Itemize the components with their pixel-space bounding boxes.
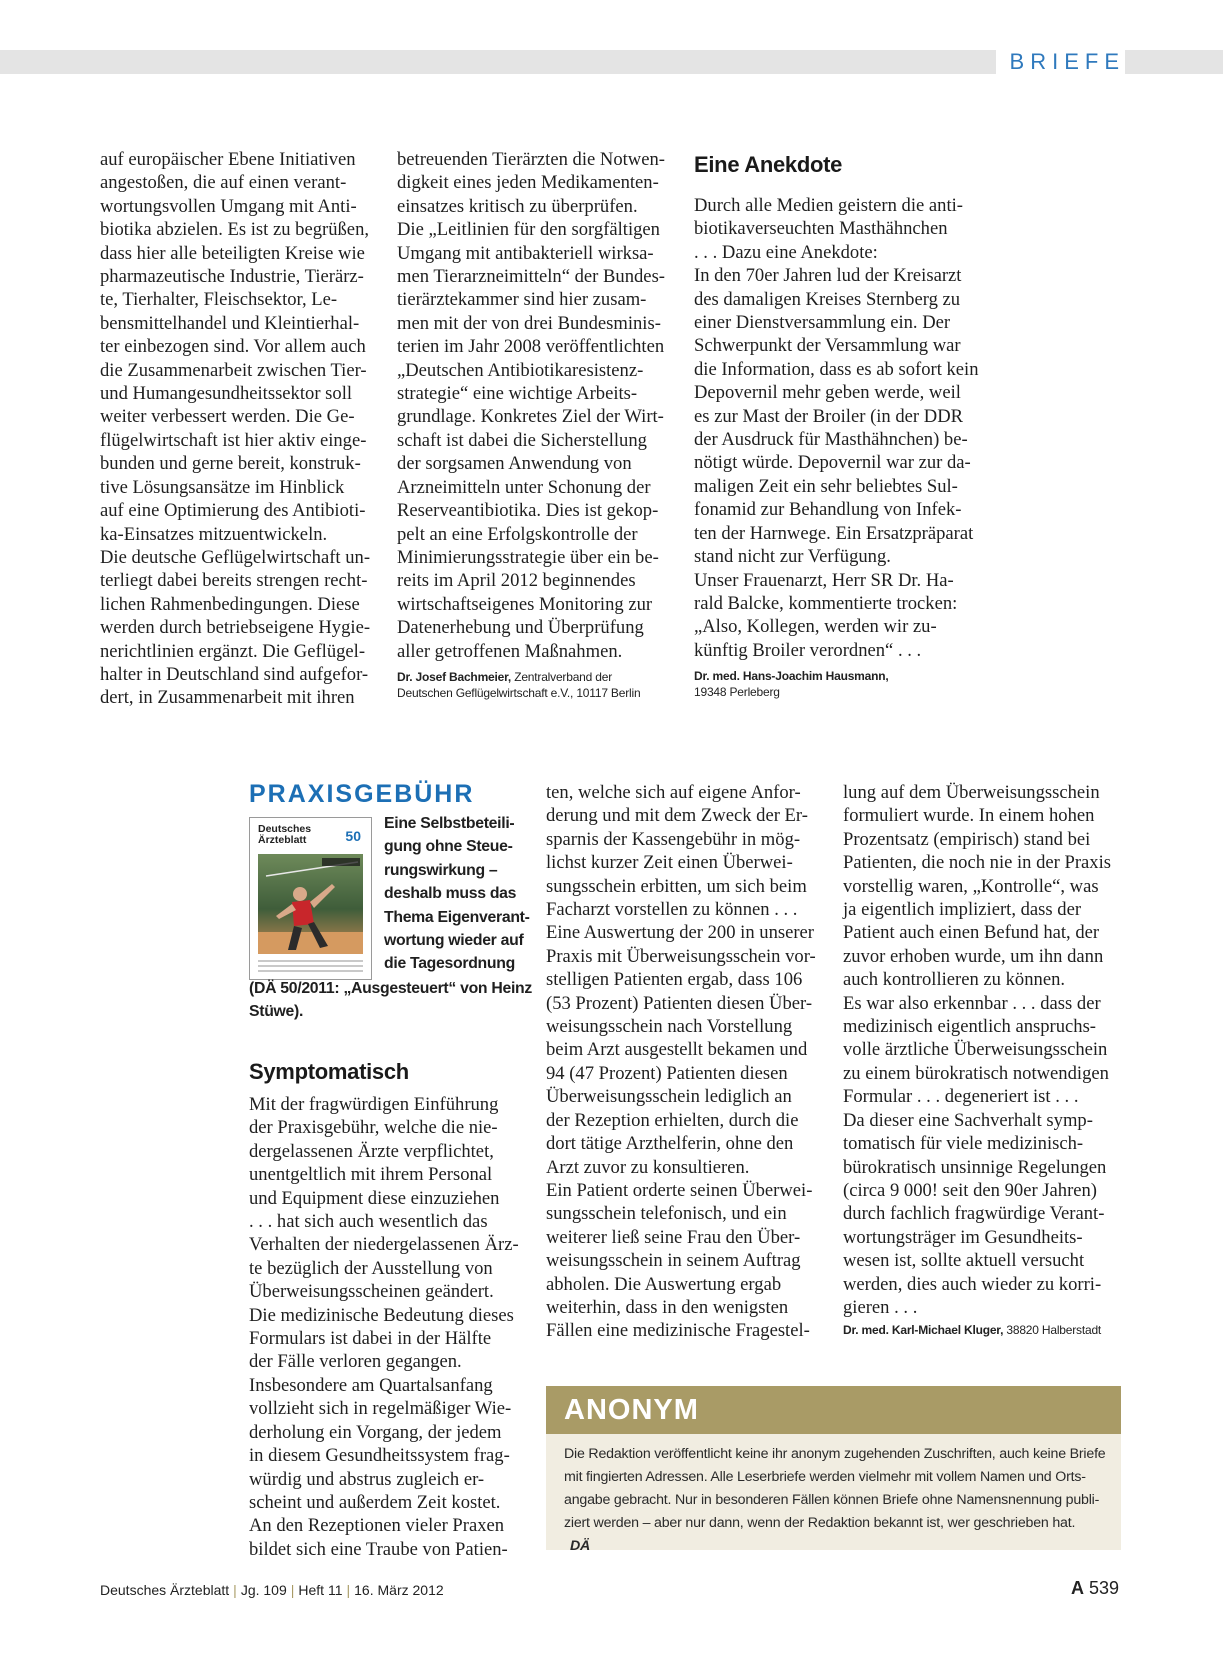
letter1-column1 — [100, 148, 380, 710]
text-line: es zur Mast der Broiler (in der DDR — [694, 405, 964, 427]
letter1-column2-text — [397, 148, 677, 663]
text-line: nötigt würde. Depovernil war zur da- — [694, 452, 971, 474]
text-line: abholen. Die Auswertung ergab — [546, 1273, 782, 1295]
teaser-line: Eine Selbstbeteili- — [384, 815, 515, 832]
text-line: ten, welche sich auf eigene Anfor- — [546, 782, 801, 803]
teaser-line: gung ohne Steue- — [384, 838, 513, 856]
text-line: bensmittelhandel und Kleintierhal- — [100, 312, 360, 334]
page-prefix: A — [1070, 1578, 1084, 1598]
anekdote-address: 19348 Perleberg — [694, 685, 780, 700]
text-line: Eine Auswertung der 200 in unserer — [546, 922, 814, 944]
text-line: des damaligen Kreises Sternberg zu — [694, 288, 961, 310]
text-line: tive Lösungsansätze im Hinblick — [100, 476, 345, 498]
text-line: vorstellig waren, „Kontrolle“, was — [843, 875, 1099, 897]
journal-cover-thumbnail — [249, 817, 372, 980]
text-line: der Ausdruck für Masthähnchen) be- — [694, 429, 968, 451]
letter1-affiliation: Zentralverband der — [511, 669, 612, 684]
page-footer — [100, 1582, 444, 1598]
page-number — [1071, 1578, 1119, 1599]
cover-brand-line2: Ärzteblatt — [258, 834, 307, 846]
text-line: dass hier alle beteiligten Kreise wie — [100, 242, 365, 264]
text-line: rald Balcke, kommentierte trocken: — [694, 592, 958, 614]
text-line: bürokratisch unsinnige Regelungen — [843, 1156, 1107, 1178]
text-line: (circa 9 000! seit den 90er Jahren) — [843, 1179, 1098, 1201]
praxis-column1-text — [249, 1093, 534, 1561]
text-line: „Deutschen Antibiotikaresistenz- — [397, 359, 644, 381]
text-line: einer Dienstversammlung ein. Der — [694, 312, 951, 334]
text-line: Arzt zuvor zu konsultieren. — [546, 1156, 750, 1178]
text-line: auch kontrollieren zu können. — [843, 969, 1066, 991]
text-line: ten der Harnwege. Ein Ersatzpräparat — [694, 522, 974, 544]
text-line: Die „Leitlinien für den sorgfältigen — [397, 219, 660, 241]
text-line: aller getroffenen Maßnahmen. — [397, 640, 623, 662]
text-line: Arzneimitteln unter Schonung der — [397, 476, 651, 498]
footer-separator: | — [233, 1582, 237, 1598]
text-line: der Fälle verloren gegangen. — [249, 1351, 462, 1373]
text-line: volle ärztliche Überweisungsschein — [843, 1039, 1108, 1061]
text-line: biotika abzielen. Es ist zu begrüßen, — [100, 219, 370, 241]
letter1-signature — [397, 669, 677, 701]
text-line: scheint und außerdem Zeit kostet. — [249, 1491, 501, 1513]
text-line: Formular . . . degeneriert ist . . . — [843, 1086, 1079, 1108]
text-line: . . . Dazu eine Anekdote: — [694, 241, 878, 263]
notice-line: mit fingierten Adressen. Alle Leserbriefe werden vielmehr mit vollem Namen und Orts- — [564, 1469, 1086, 1485]
text-line: pelt an eine Erfolgskontrolle der — [397, 523, 638, 545]
text-line: und Humangesundheitssektor soll — [100, 383, 353, 405]
text-line: sungsschein erbitten, um sich beim — [546, 875, 807, 897]
text-line: ter einbezogen sind. Vor allem auch — [100, 336, 366, 358]
cover-issue-number: 50 — [345, 828, 361, 844]
text-line: Schwerpunkt der Versammlung war — [694, 335, 961, 357]
teaser-line: wortung wieder auf — [384, 932, 524, 950]
praxis-letter-title: Symptomatisch — [249, 1059, 409, 1084]
text-line: Umgang mit antibakteriell wirksa- — [397, 242, 654, 264]
text-line: werden, dies auch wieder zu korri- — [843, 1273, 1102, 1295]
praxis-column2 — [546, 781, 831, 1343]
text-line: Die deutsche Geflügelwirtschaft un- — [100, 546, 371, 568]
text-line: angestoßen, die auf einen verant- — [100, 172, 347, 194]
text-line: der Rezeption erhielten, durch die — [546, 1109, 799, 1131]
text-line: lung auf dem Überweisungsschein — [843, 782, 1100, 803]
text-line: durch fachlich fragwürdige Verant- — [843, 1203, 1105, 1225]
praxis-author: Dr. med. Karl-Michael Kluger, — [843, 1323, 1004, 1338]
text-line: Es war also erkennbar . . . dass der — [843, 992, 1101, 1014]
praxis-address: 38820 Halberstadt — [1003, 1323, 1102, 1338]
text-line: stelligen Patienten ergab, dass 106 — [546, 969, 803, 991]
text-line: ka-Einsatzes mitzuentwickeln. — [100, 523, 328, 545]
text-line: der sorgsamen Anwendung von — [397, 453, 632, 475]
text-line: Überweisungsschein lediglich an — [546, 1086, 792, 1108]
text-line: (53 Prozent) Patienten diesen Über- — [546, 992, 813, 1014]
footer-journal: Deutsches Ärzteblatt — [100, 1582, 230, 1598]
text-line: fonamid zur Behandlung von Infek- — [694, 499, 962, 521]
text-line: schaft ist dabei die Sicherstellung — [397, 429, 647, 451]
teaser-line: (DÄ 50/2011: „Ausgesteuert“ von Heinz — [249, 980, 532, 997]
text-line: digkeit eines jeden Medikamenten- — [397, 172, 659, 194]
text-line: halter in Deutschland sind aufgefor- — [100, 663, 369, 685]
text-line: werden durch betriebseigene Hygie- — [100, 617, 371, 639]
text-line: Patient auch einen Befund hat, der — [843, 922, 1100, 944]
anonym-title: ANONYM — [546, 1386, 1121, 1434]
text-line: dert, in Zusammenarbeit mit ihren — [100, 687, 355, 709]
text-line: vollzieht sich in regelmäßiger Wie- — [249, 1398, 512, 1420]
cover-photo-javelin-thrower — [258, 854, 363, 954]
anekdote-signature — [694, 668, 994, 700]
text-line: men Tierarzneimitteln“ der Bundes- — [397, 266, 665, 288]
text-line: terliegt dabei bereits strengen recht- — [100, 570, 368, 592]
teaser-line: Stüwe). — [249, 1003, 304, 1021]
text-line: zuvor erhoben wurde, um ihn dann — [843, 945, 1104, 967]
section-label: BRIEFE — [996, 46, 1125, 78]
text-line: pharmazeutische Industrie, Tierärz- — [100, 266, 364, 288]
text-line: weisungsschein nach Vorstellung — [546, 1016, 793, 1038]
text-line: Praxis mit Überweisungsschein vor- — [546, 945, 816, 967]
text-line: medizinisch eigentlich anspruchs- — [843, 1016, 1097, 1038]
text-line: wortungsvollen Umgang mit Anti- — [100, 195, 357, 217]
anekdote-title: Eine Anekdote — [694, 152, 843, 177]
text-line: der Praxisgebühr, welche die nie- — [249, 1117, 498, 1139]
text-line: An den Rezeptionen vieler Praxen — [249, 1515, 505, 1537]
text-line: flügelwirtschaft ist hier aktiv einge- — [100, 429, 367, 451]
text-line: Depovernil mehr geben werde, weil — [694, 382, 961, 404]
text-line: auf eine Optimierung des Antibioti- — [100, 500, 366, 522]
text-line: tomatisch für viele medizinisch- — [843, 1133, 1084, 1155]
text-line: reits im April 2012 beginnendes — [397, 570, 636, 592]
anonym-tag: DÄ — [570, 1538, 591, 1554]
teaser-line: Thema Eigenverant- — [384, 908, 530, 926]
text-line: . . . hat sich auch wesentlich das — [249, 1211, 488, 1233]
footer-separator: | — [290, 1582, 295, 1598]
text-line: weiterer ließ seine Frau den Über- — [546, 1226, 801, 1248]
text-line: weiter verbessert werden. Die Ge- — [100, 406, 355, 428]
text-line: die Zusammenarbeit zwischen Tier- — [100, 359, 367, 381]
footer-separator: | — [346, 1582, 351, 1598]
anonym-lines — [564, 1443, 1105, 1535]
text-line: Die medizinische Bedeutung dieses — [249, 1304, 514, 1326]
anekdote-author: Dr. med. Hans-Joachim Hausmann, — [694, 669, 889, 684]
text-line: Formulars ist dabei in der Hälfte — [249, 1328, 492, 1350]
text-line: Insbesondere am Quartalsanfang — [249, 1374, 493, 1396]
teaser-line: rungswirkung – — [384, 861, 498, 879]
notice-line: ziert werden – aber nur dann, wenn der Redaktion bekannt ist, wer geschrieben hat. — [564, 1515, 1076, 1531]
text-line: te, Tierhalter, Fleischsektor, Le- — [100, 289, 338, 311]
praxis-column3 — [843, 781, 1133, 1338]
text-line: würdig und abstrus zugleich er- — [249, 1468, 485, 1490]
text-line: gieren . . . — [843, 1296, 918, 1318]
footer-date: 16. März 2012 — [354, 1582, 444, 1598]
text-line: Verhalten der niedergelassenen Ärz- — [249, 1234, 519, 1256]
text-line: grundlage. Konkretes Ziel der Wirt- — [397, 406, 664, 428]
text-line: die Information, dass es ab sofort kein — [694, 358, 979, 380]
text-line: sparnis der Kassengebühr in mög- — [546, 828, 801, 850]
text-line: derholung ein Vorgang, der jedem — [249, 1421, 502, 1443]
text-line: stand nicht zur Verfügung. — [694, 546, 891, 568]
text-line: bunden und gerne bereit, konstruk- — [100, 453, 361, 475]
praxis-column1 — [249, 1055, 534, 1561]
text-line: in diesem Gesundheitssystem frag- — [249, 1445, 510, 1467]
text-line: beim Arzt ausgestellt bekamen und — [546, 1039, 808, 1061]
text-line: wesen ist, sollte aktuell versucht — [843, 1250, 1085, 1272]
text-line: dergelassenen Ärzte verpflichtet, — [249, 1140, 494, 1162]
text-line: lichen Rahmenbedingungen. Diese — [100, 593, 360, 615]
anekdote-column — [694, 148, 994, 700]
text-line: wirtschaftseigenes Monitoring zur — [397, 593, 653, 615]
text-line: tierärztekammer sind hier zusam- — [397, 289, 647, 311]
text-line: dort tätige Arzthelferin, ohne den — [546, 1133, 794, 1155]
text-line: und Equipment diese einzuziehen — [249, 1187, 500, 1209]
text-line: Durch alle Medien geistern die anti- — [694, 195, 963, 216]
anonym-notice-box — [546, 1386, 1121, 1554]
text-line: terien im Jahr 2008 veröffentlichten — [397, 336, 665, 358]
letter1-address: Deutschen Geflügelwirtschaft e.V., 10117 Berlin — [397, 685, 641, 700]
text-line: nerichtlinien ergänzt. Die Geflügel- — [100, 640, 366, 662]
footer-issue: Heft 11 — [298, 1582, 343, 1598]
text-line: Ein Patient orderte seinen Überwei- — [546, 1179, 813, 1201]
text-line: „Also, Kollegen, werden wir zu- — [694, 616, 937, 638]
text-line: formuliert wurde. In einem hohen — [843, 805, 1095, 827]
text-line: In den 70er Jahren lud der Kreisarzt — [694, 265, 962, 287]
text-line: wortungsträger im Gesundheits- — [843, 1226, 1083, 1248]
footer-volume: Jg. 109 — [240, 1582, 287, 1598]
text-line: Minimierungsstrategie über ein be- — [397, 546, 659, 568]
anonym-text — [546, 1434, 1121, 1558]
text-line: weisungsschein in seinem Auftrag — [546, 1250, 801, 1272]
praxis-teaser — [384, 812, 534, 976]
text-line: unentgeltlich mit ihrem Personal — [249, 1164, 493, 1186]
praxis-signature — [843, 1322, 1133, 1338]
text-line: Da dieser eine Sachverhalt symp- — [843, 1109, 1093, 1131]
text-line: einsatzes kritisch zu überprüfen. — [397, 195, 638, 217]
praxis-section-title: PRAXISGEBÜHR — [249, 780, 475, 808]
cover-text-lines — [258, 960, 363, 975]
teaser-line: deshalb muss das — [384, 885, 517, 903]
text-line: Reserveantibiotika. Dies ist gekop- — [397, 500, 659, 522]
text-line: Prozentsatz (empirisch) stand bei — [843, 828, 1091, 850]
text-line: Facharzt vorstellen zu können . . . — [546, 899, 798, 921]
text-line: betreuenden Tierärzten die Notwen- — [397, 149, 665, 170]
text-line: ja eigentlich impliziert, dass der — [843, 899, 1082, 921]
text-line: Überweisungsscheinen geändert. — [249, 1281, 494, 1303]
text-line: Unser Frauenarzt, Herr SR Dr. Ha- — [694, 569, 954, 591]
text-line: 94 (47 Prozent) Patienten diesen — [546, 1062, 788, 1084]
letter1-column2 — [397, 148, 677, 701]
text-line: Datenerhebung und Überprüfung — [397, 617, 644, 639]
text-line: sungsschein telefonisch, und ein — [546, 1203, 787, 1225]
letter1-author: Dr. Josef Bachmeier, — [397, 669, 512, 684]
text-line: strategie“ eine wichtige Arbeits- — [397, 383, 638, 405]
cover-brand — [258, 824, 311, 846]
text-line: maligen Zeit ein sehr beliebtes Sul- — [694, 475, 958, 497]
text-line: weiterhin, dass in den wenigsten — [546, 1296, 789, 1318]
text-line: Patienten, die noch nie in der Praxis — [843, 852, 1111, 874]
cover-brand-line1: Deutsches — [258, 823, 312, 835]
notice-line: Die Redaktion veröffentlicht keine ihr anonym zugehenden Zuschriften, auch keine Briefe — [564, 1446, 1106, 1462]
text-line: künftig Broiler verordnen“ . . . — [694, 639, 922, 661]
anekdote-text — [694, 194, 994, 662]
praxis-teaser-reference — [249, 977, 549, 1024]
text-line: Mit der fragwürdigen Einführung — [249, 1094, 499, 1115]
praxis-column3-text — [843, 781, 1133, 1319]
text-line: lichst kurzer Zeit einen Überwei- — [546, 852, 793, 874]
text-line: men mit der von drei Bundesminis- — [397, 312, 661, 334]
text-line: biotikaverseuchten Masthähnchen — [694, 218, 948, 240]
teaser-line: die Tagesordnung — [384, 955, 515, 973]
text-line: te bezüglich der Ausstellung von — [249, 1257, 493, 1279]
page-number-value: 539 — [1088, 1578, 1119, 1598]
notice-line: angabe gebracht. Nur in besonderen Fällen können Briefe ohne Namensnennung publi- — [564, 1492, 1100, 1508]
text-line: zu einem bürokratisch notwendigen — [843, 1062, 1109, 1084]
text-line: bildet sich eine Traube von Patien- — [249, 1538, 508, 1560]
text-line: auf europäischer Ebene Initiativen — [100, 149, 356, 170]
text-line: derung und mit dem Zweck der Er- — [546, 805, 808, 827]
text-line: Fällen eine medizinische Fragestel- — [546, 1320, 810, 1342]
